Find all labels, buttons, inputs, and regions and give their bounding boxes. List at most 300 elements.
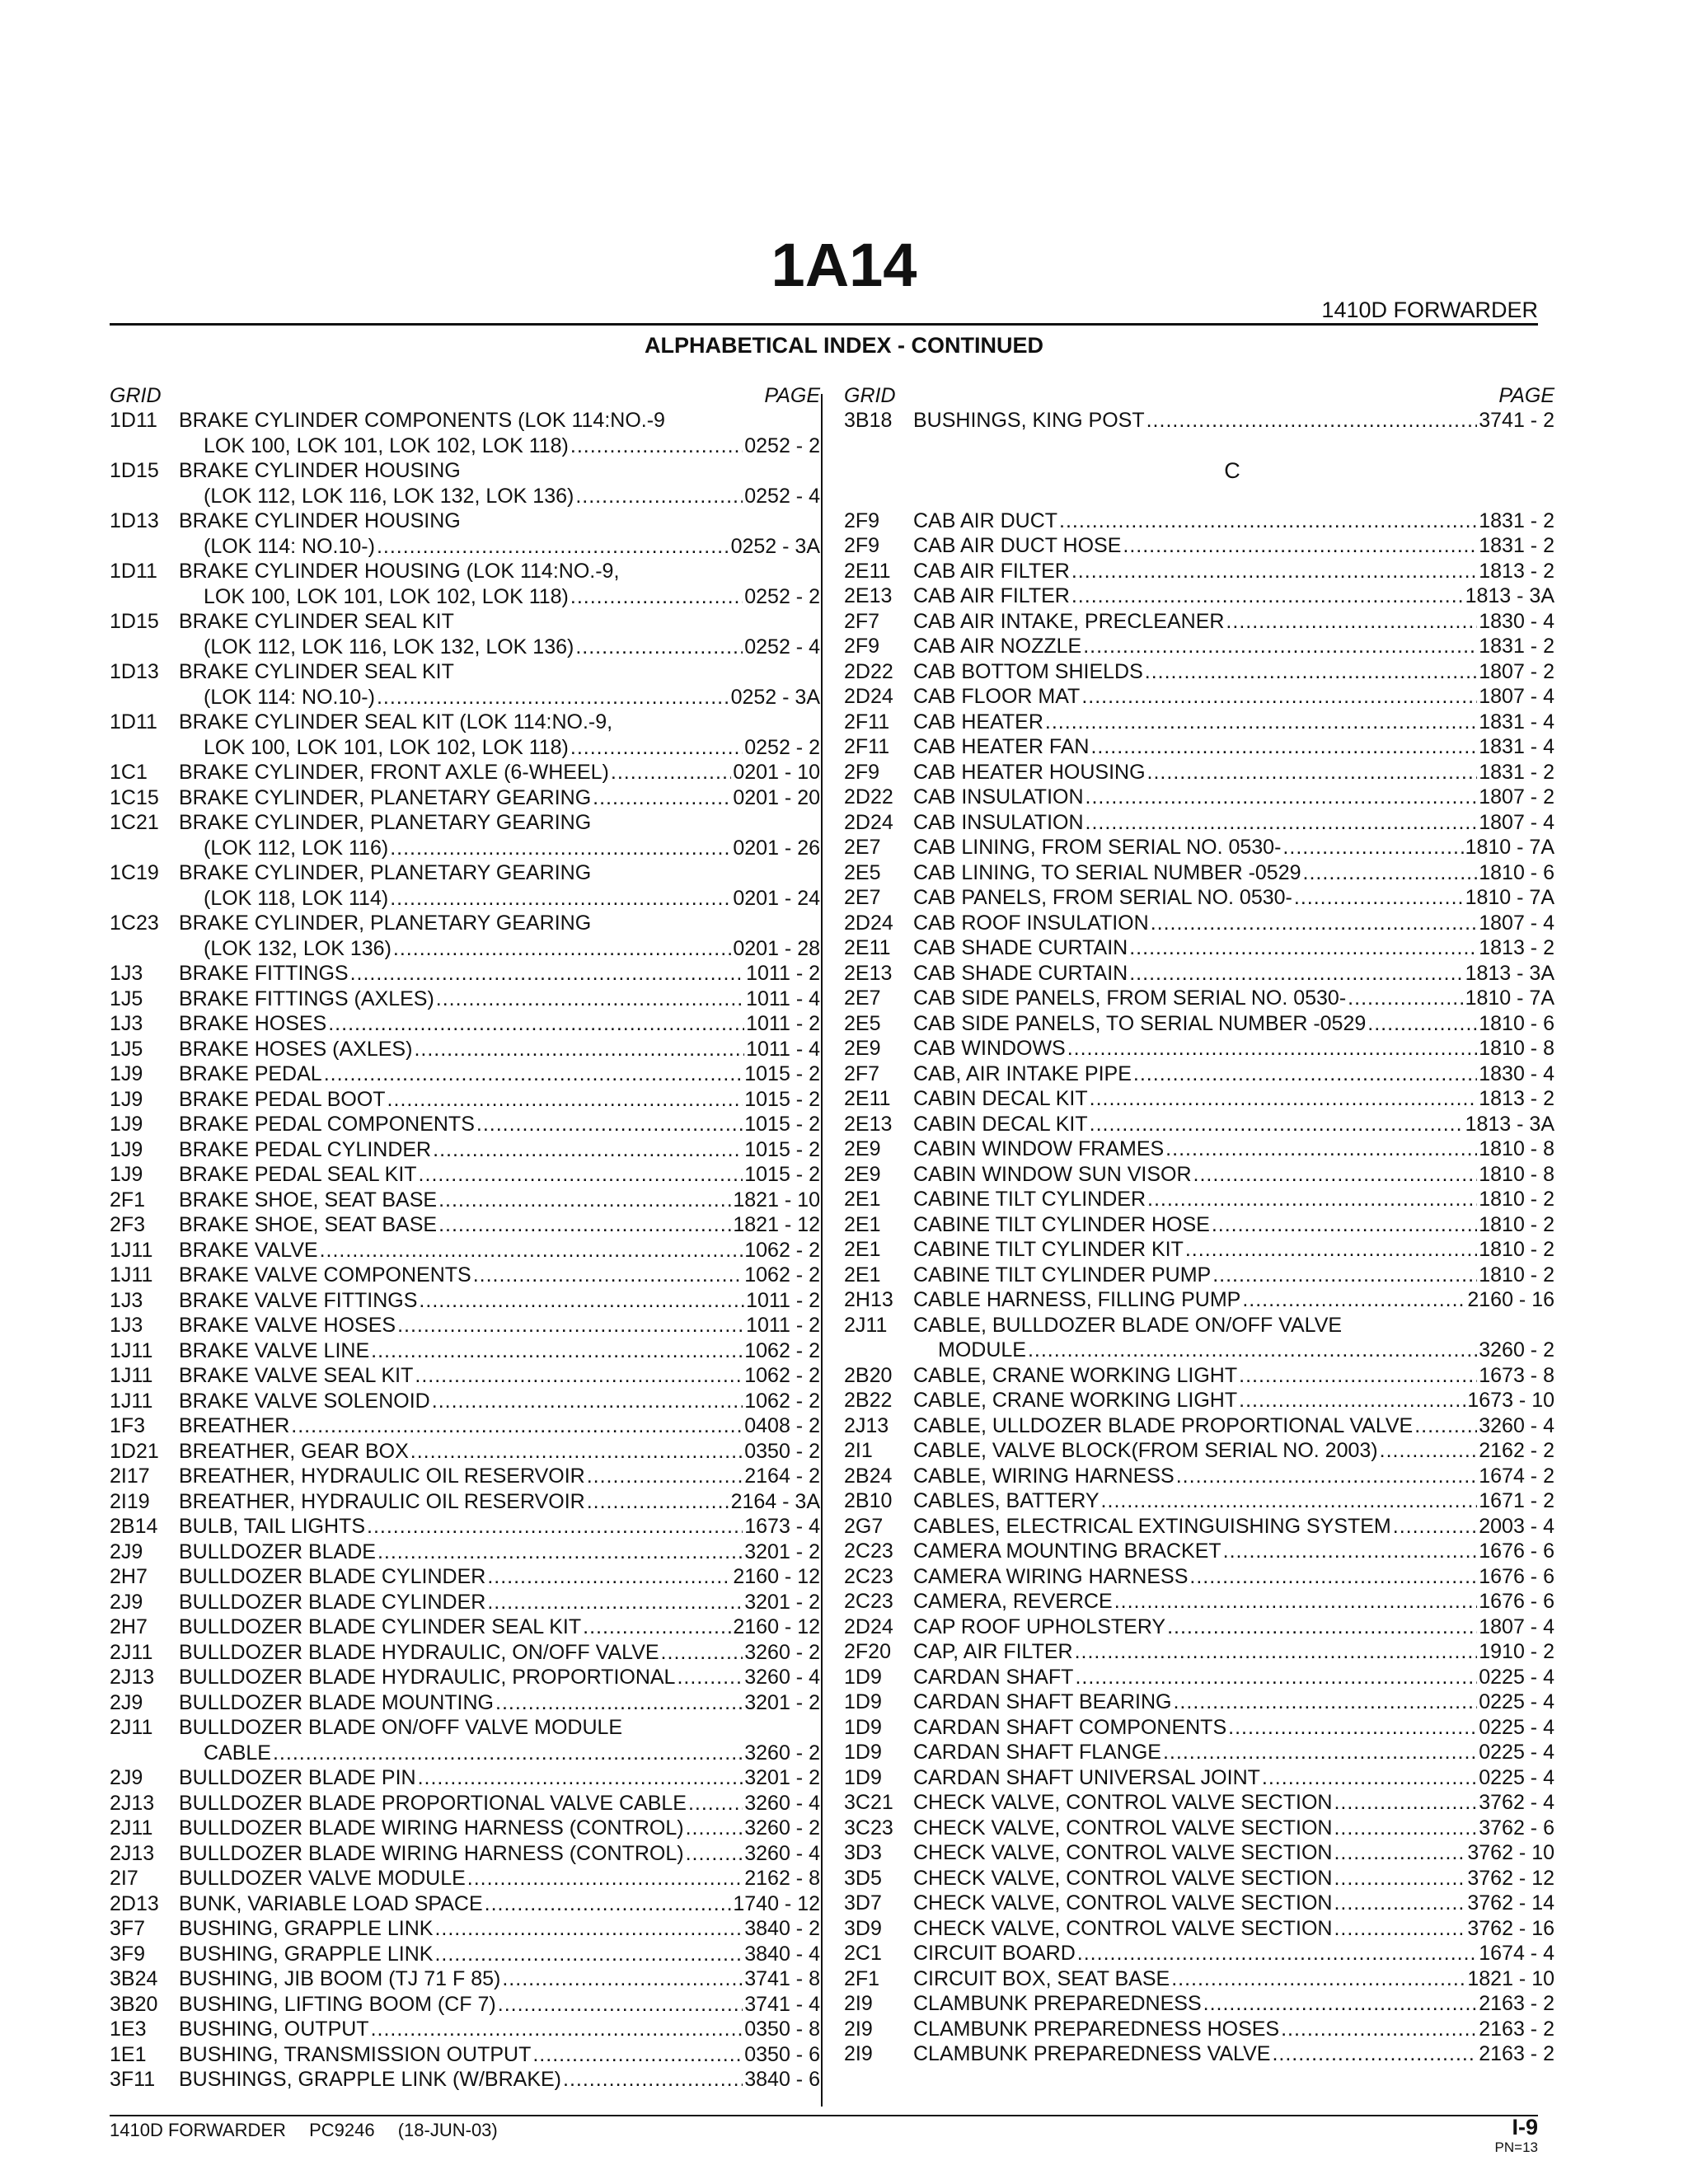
dot-leader (393, 936, 731, 962)
index-list-right-top (844, 408, 1554, 434)
entry-description: BULLDOZER BLADE MOUNTING (179, 1690, 495, 1714)
entry-description: CAB SIDE PANELS, TO SERIAL NUMBER -0529 (913, 1011, 1367, 1035)
entry-description-cell (179, 836, 820, 861)
entry-description: LOK 100, LOK 101, LOK 102, LOK 118) (204, 584, 569, 608)
page-label: PAGE (1498, 384, 1554, 407)
entry-page: 3260 - 2 (744, 1741, 820, 1765)
index-entry (110, 1263, 820, 1288)
entry-description: MODULE (938, 1338, 1026, 1361)
entry-description: CABLE, BULLDOZER BLADE ON/OFF VALVE (913, 1313, 1343, 1337)
dot-leader (686, 1841, 743, 1867)
entry-page: 0350 - 8 (744, 2018, 820, 2041)
dot-leader (476, 1112, 743, 1137)
entry-page: 1810 - 8 (1479, 1162, 1554, 1186)
entry-grid: 2J11 (110, 1716, 153, 1739)
entry-grid: 2B20 (844, 1363, 893, 1387)
entry-description: BRAKE CYLINDER HOUSING (179, 459, 461, 482)
dot-leader (1281, 2017, 1477, 2042)
entry-page: 3840 - 6 (744, 2068, 820, 2091)
entry-description-cell (179, 1791, 820, 1816)
index-entry (110, 509, 820, 534)
entry-description-cell (913, 1941, 1554, 1966)
entry-description-cell (179, 936, 820, 962)
entry-page: 3260 - 2 (1479, 1338, 1554, 1361)
entry-description-cell (179, 1841, 820, 1867)
entry-description-cell (179, 1087, 820, 1113)
entry-page: 1807 - 4 (1479, 685, 1554, 708)
entry-description: CAB PANELS, FROM SERIAL NO. 0530- (913, 886, 1292, 909)
dot-leader (410, 1439, 743, 1465)
entry-description-cell (913, 509, 1554, 534)
entry-grid: 3D5 (844, 1866, 882, 1890)
entry-description: BULLDOZER BLADE HYDRAULIC, ON/OFF VALVE (179, 1640, 659, 1664)
entry-grid: 2F1 (844, 1966, 880, 1990)
index-entry (844, 961, 1554, 987)
dot-leader (1380, 1438, 1478, 1464)
entry-description: CAB BOTTOM SHIELDS (913, 659, 1143, 683)
entry-description-cell (913, 1464, 1554, 1489)
entry-description-cell (179, 1112, 820, 1137)
dot-leader (1226, 609, 1477, 635)
entry-description-cell (913, 935, 1554, 961)
entry-description: BRAKE VALVE FITTINGS (179, 1288, 418, 1312)
entry-grid (110, 584, 179, 610)
entry-grid: 2E7 (844, 987, 881, 1010)
index-entry (844, 1589, 1554, 1615)
dot-leader (570, 434, 743, 459)
entry-grid: 1J11 (110, 1389, 153, 1413)
entry-description: CIRCUIT BOX, SEAT BASE (913, 1966, 1170, 1990)
dot-leader (1171, 1966, 1465, 1992)
index-entry (110, 1841, 820, 1867)
entry-description: BREATHER (179, 1414, 290, 1437)
dot-leader (371, 1338, 743, 1364)
entry-description-cell (913, 1564, 1554, 1590)
index-entry (110, 484, 820, 509)
entry-description: CAB FLOOR MAT (913, 685, 1081, 708)
entry-page: 2164 - 2 (744, 1465, 820, 1488)
index-entry (110, 961, 820, 987)
entry-description: BUNK, VARIABLE LOAD SPACE (179, 1891, 483, 1915)
index-list-right (844, 509, 1554, 2067)
index-entry (110, 1413, 820, 1439)
entry-grid: 1J9 (110, 1137, 143, 1161)
entry-grid: 1J9 (110, 1113, 143, 1136)
entry-grid: 1J9 (110, 1087, 143, 1111)
entry-page: 1011 - 4 (746, 987, 820, 1010)
index-entry (110, 1891, 820, 1917)
entry-page: 3201 - 2 (744, 1540, 820, 1563)
entry-page: 1062 - 2 (744, 1364, 820, 1387)
index-entry (110, 1464, 820, 1489)
entry-description-cell (913, 684, 1554, 710)
entry-grid: 1J11 (110, 1263, 153, 1286)
entry-grid: 3B20 (110, 1992, 158, 2016)
entry-page: 1740 - 12 (733, 1891, 820, 1915)
index-entry (844, 1263, 1554, 1288)
entry-page: 3201 - 2 (744, 1766, 820, 1789)
index-entry (844, 1840, 1554, 1866)
footer-right (1495, 2115, 1538, 2156)
entry-description-cell (179, 1037, 820, 1062)
dot-leader (1129, 961, 1463, 987)
dot-leader (1367, 1011, 1477, 1037)
entry-description-cell (179, 1992, 820, 2018)
entry-description-cell (913, 835, 1554, 860)
entry-description-cell (913, 1187, 1554, 1212)
entry-grid: 2H7 (110, 1615, 148, 1638)
entry-grid: 2F3 (110, 1213, 146, 1236)
dot-leader (1272, 2041, 1477, 2067)
entry-grid: 2F9 (844, 509, 880, 532)
index-entry (110, 1389, 820, 1414)
dot-leader (575, 635, 743, 660)
entry-page: 1830 - 4 (1479, 609, 1554, 633)
index-entry (844, 1891, 1554, 1916)
dot-leader (1414, 1413, 1477, 1439)
entry-description-cell (913, 1212, 1554, 1238)
index-entry (844, 1564, 1554, 1590)
dot-leader (387, 1087, 743, 1113)
dot-leader (686, 1816, 743, 1841)
index-entry (844, 1036, 1554, 1062)
entry-description: BRAKE VALVE HOSES (179, 1314, 396, 1337)
dot-leader (320, 1238, 743, 1263)
index-entry (844, 885, 1554, 911)
entry-description: BRAKE SHOE, SEAT BASE (179, 1213, 438, 1236)
dot-leader (487, 1564, 731, 1590)
index-entry (844, 1790, 1554, 1816)
entry-grid: 2J11 (110, 1816, 153, 1840)
dot-leader (1090, 1112, 1464, 1137)
entry-description: BRAKE CYLINDER SEAL KIT (LOK 114:NO.-9, (179, 710, 613, 733)
entry-grid: 2F11 (844, 710, 890, 733)
index-entry (110, 1741, 820, 1766)
dot-leader (1071, 559, 1477, 584)
footer-left (110, 2119, 516, 2142)
dot-leader (415, 1363, 743, 1389)
entry-description-cell (179, 735, 820, 761)
entry-grid: 1J11 (110, 1238, 153, 1262)
dot-leader (1334, 1916, 1465, 1942)
entry-description-cell (913, 760, 1554, 785)
entry-description-cell (179, 1439, 820, 1465)
entry-description-cell (179, 1715, 820, 1741)
dot-leader (291, 1413, 743, 1439)
entry-description-cell (179, 1514, 820, 1540)
entry-description: CAB INSULATION (913, 785, 1084, 808)
page-title: ALPHABETICAL INDEX - CONTINUED (644, 333, 1043, 358)
entry-page: 0252 - 3A (730, 534, 820, 558)
entry-description: CARDAN SHAFT (913, 1665, 1074, 1689)
entry-page: 1062 - 2 (744, 1389, 820, 1413)
entry-description-cell (913, 911, 1554, 936)
entry-description-cell (913, 1137, 1554, 1162)
dot-leader (419, 1288, 744, 1314)
entry-page: 1673 - 8 (1479, 1363, 1554, 1387)
dot-leader (1334, 1790, 1477, 1816)
entry-description: BRAKE VALVE SOLENOID (179, 1389, 430, 1413)
index-entry (110, 559, 820, 584)
entry-grid: 2E9 (844, 1162, 881, 1186)
column-header (844, 383, 1554, 408)
entry-grid: 1J3 (110, 1288, 143, 1312)
entry-grid: 2E1 (844, 1263, 881, 1286)
entry-grid: 2H13 (844, 1288, 893, 1311)
dot-leader (498, 1992, 743, 2018)
index-entry (844, 1338, 1554, 1363)
entry-description: BRAKE CYLINDER COMPONENTS (LOK 114:NO.-9 (179, 409, 665, 432)
entry-description-cell (913, 1740, 1554, 1765)
footer-rule (110, 2115, 1538, 2116)
entry-page: 3741 - 8 (744, 1967, 820, 1990)
entry-page: 1011 - 2 (746, 1314, 820, 1337)
entry-description: BRAKE VALVE SEAL KIT (179, 1364, 414, 1387)
dot-leader (434, 1942, 743, 1967)
entry-description-cell (913, 710, 1554, 735)
column-header (110, 383, 820, 408)
index-entry (110, 434, 820, 459)
index-entry (844, 1237, 1554, 1263)
entry-description: CAP, AIR FILTER (913, 1640, 1073, 1663)
entry-description: BULLDOZER BLADE (179, 1540, 376, 1563)
entry-grid: 1E3 (110, 2018, 147, 2041)
index-entry (844, 1488, 1554, 1514)
dot-leader (273, 1741, 743, 1766)
entry-grid: 2F20 (844, 1640, 891, 1663)
index-entry (110, 860, 820, 886)
entry-description: BULLDOZER BLADE HYDRAULIC, PROPORTIONAL (179, 1666, 676, 1689)
index-entry (844, 684, 1554, 710)
entry-description-cell (179, 609, 820, 635)
entry-grid: 1J11 (110, 1364, 153, 1387)
entry-page: 1062 - 2 (744, 1263, 820, 1286)
entry-page: 1676 - 6 (1479, 1590, 1554, 1613)
entry-description: CABINE TILT CYLINDER KIT (913, 1238, 1184, 1261)
index-entry (110, 1992, 820, 2018)
entry-description: BRAKE VALVE LINE (179, 1338, 370, 1362)
footer-pc: PC9246 (309, 2120, 375, 2140)
entry-page: 1813 - 3A (1465, 584, 1554, 607)
entry-description-cell (913, 785, 1554, 810)
entry-description: BULLDOZER BLADE WIRING HARNESS (CONTROL) (179, 1841, 684, 1865)
entry-grid: 2D13 (110, 1891, 159, 1915)
entry-page: 1831 - 4 (1479, 710, 1554, 733)
index-entry (844, 1464, 1554, 1489)
entry-description-cell (179, 1765, 820, 1791)
entry-grid: 1J9 (110, 1163, 143, 1186)
entry-description-cell (913, 1112, 1554, 1137)
index-entry (844, 1438, 1554, 1464)
entry-description-cell (913, 986, 1554, 1011)
entry-description-cell (913, 885, 1554, 911)
entry-page: 1673 - 10 (1467, 1389, 1554, 1412)
entry-description-cell (179, 760, 820, 785)
entry-grid: 3C21 (844, 1791, 893, 1814)
entry-grid (110, 1741, 179, 1766)
entry-grid: 2J9 (110, 1690, 143, 1714)
entry-description: BREATHER, HYDRAULIC OIL RESERVOIR (179, 1489, 585, 1513)
dot-leader (1334, 1891, 1465, 1916)
entry-description-cell (179, 1389, 820, 1414)
entry-description: CARDAN SHAFT COMPONENTS (913, 1715, 1227, 1739)
entry-description: CHECK VALVE, CONTROL VALVE SECTION (913, 1816, 1333, 1840)
index-entry (110, 1665, 820, 1690)
index-entry (110, 1238, 820, 1263)
entry-description-cell (179, 1916, 820, 1942)
entry-grid: 2F9 (844, 534, 880, 557)
entry-description-cell (913, 533, 1554, 559)
entry-page: 1910 - 2 (1479, 1640, 1554, 1663)
entry-description-cell (179, 584, 820, 610)
index-entry (110, 1062, 820, 1087)
index-entry (110, 735, 820, 761)
index-entry (844, 1086, 1554, 1112)
entry-grid: 2B22 (844, 1389, 893, 1412)
dot-leader (593, 785, 731, 811)
entry-grid (110, 434, 179, 459)
dot-leader (1212, 1263, 1477, 1288)
index-entry (844, 835, 1554, 860)
entry-grid (110, 484, 179, 509)
entry-description: (LOK 112, LOK 116) (204, 836, 389, 860)
entry-page: 1011 - 4 (746, 1037, 820, 1061)
entry-page: 3260 - 2 (744, 1816, 820, 1840)
dot-leader (377, 685, 729, 710)
entry-grid: 1D11 (110, 710, 157, 733)
entry-description-cell (913, 1790, 1554, 1816)
entry-page: 2164 - 3A (730, 1489, 820, 1513)
entry-grid: 2J13 (110, 1841, 155, 1865)
index-entry (844, 1816, 1554, 1841)
index-entry (844, 1011, 1554, 1037)
entry-description: BRAKE CYLINDER HOUSING (LOK 114:NO.-9, (179, 560, 620, 583)
entry-description-cell (179, 685, 820, 710)
dot-leader (1085, 810, 1478, 836)
entry-page: 1674 - 4 (1479, 1942, 1554, 1965)
dot-leader (1085, 785, 1478, 810)
entry-grid: 1D15 (110, 459, 159, 482)
entry-description-cell (913, 2017, 1554, 2042)
entry-description: CARDAN SHAFT FLANGE (913, 1741, 1161, 1764)
dot-leader (1077, 1941, 1477, 1966)
entry-page: 1813 - 3A (1465, 961, 1554, 985)
entry-description: (LOK 114: NO.10-) (204, 534, 375, 558)
entry-grid: 1D11 (110, 560, 157, 583)
dot-leader (587, 1489, 729, 1515)
entry-page: 1813 - 2 (1479, 936, 1554, 959)
entry-description: BRAKE PEDAL COMPONENTS (179, 1113, 475, 1136)
entry-grid: 2G7 (844, 1514, 884, 1538)
entry-description-cell (179, 1212, 820, 1238)
entry-description-cell (179, 635, 820, 660)
entry-page: 1821 - 10 (733, 1188, 820, 1212)
entry-page: 1810 - 7A (1465, 836, 1554, 859)
entry-grid: 1C21 (110, 811, 159, 834)
index-entry (844, 509, 1554, 534)
entry-description-cell (913, 1966, 1554, 1992)
entry-description-cell (913, 860, 1554, 886)
index-entry (844, 785, 1554, 810)
entry-description: BRAKE SHOE, SEAT BASE (179, 1188, 438, 1212)
index-entry (844, 659, 1554, 685)
dot-leader (1045, 710, 1477, 735)
entry-page: 0201 - 24 (733, 886, 820, 910)
entry-page: 3762 - 10 (1467, 1841, 1554, 1864)
dot-leader (390, 836, 731, 861)
entry-description: CAB, AIR INTAKE PIPE (913, 1062, 1132, 1085)
dot-leader (570, 584, 743, 610)
entry-grid: 2I1 (844, 1439, 873, 1462)
index-entry (110, 1162, 820, 1188)
entry-page: 0252 - 2 (744, 735, 820, 759)
entry-page: 1807 - 4 (1479, 911, 1554, 935)
entry-description: LOK 100, LOK 101, LOK 102, LOK 118) (204, 434, 569, 457)
entry-grid: 2F1 (110, 1188, 146, 1212)
entry-grid: 3F7 (110, 1917, 146, 1940)
entry-description-cell (179, 484, 820, 509)
index-entry (110, 458, 820, 484)
entry-page: 2162 - 2 (1479, 1439, 1554, 1462)
index-entry (110, 1439, 820, 1465)
entry-grid: 2E1 (844, 1188, 881, 1211)
index-entry (844, 2041, 1554, 2067)
entry-grid: 3F9 (110, 1942, 146, 1966)
index-entry (110, 659, 820, 685)
entry-description: CARDAN SHAFT UNIVERSAL JOINT (913, 1765, 1260, 1789)
index-entry (844, 935, 1554, 961)
dot-leader (532, 2042, 743, 2068)
dot-leader (1212, 1212, 1477, 1238)
entry-page: 0201 - 28 (733, 936, 820, 960)
entry-description-cell (913, 1639, 1554, 1665)
entry-description: BUSHING, OUTPUT (179, 2018, 369, 2041)
dot-leader (1081, 684, 1477, 710)
entry-description-cell (179, 1338, 820, 1364)
column-divider (821, 394, 823, 2107)
entry-grid: 2E9 (844, 1137, 881, 1160)
entry-description: CABINE TILT CYLINDER (913, 1188, 1146, 1211)
dot-leader (1101, 1488, 1478, 1514)
index-entry (110, 1640, 820, 1666)
index-entry (110, 1212, 820, 1238)
entry-description-cell (179, 1363, 820, 1389)
dot-leader (1163, 1740, 1477, 1765)
entry-grid: 2J9 (110, 1540, 143, 1563)
entry-grid: 2E1 (844, 1212, 881, 1236)
entry-description: CHECK VALVE, CONTROL VALVE SECTION (913, 1916, 1333, 1940)
entry-description-cell (179, 886, 820, 912)
entry-description: CAB AIR DUCT HOSE (913, 534, 1122, 557)
index-entry (110, 408, 820, 434)
entry-description-cell (913, 2041, 1554, 2067)
entry-grid (110, 685, 179, 710)
entry-grid: 2F7 (844, 1062, 880, 1085)
entry-description: BRAKE CYLINDER HOUSING (179, 509, 461, 532)
dot-leader (1067, 1036, 1478, 1062)
index-entry (844, 1690, 1554, 1715)
dot-leader (1145, 659, 1477, 685)
dot-leader (324, 1062, 743, 1087)
entry-description: CAP ROOF UPHOLSTERY (913, 1615, 1166, 1638)
entry-page: 3762 - 14 (1467, 1891, 1554, 1915)
dot-leader (433, 1137, 743, 1163)
index-entry (844, 1715, 1554, 1741)
index-entry (110, 1690, 820, 1716)
entry-grid: 3B18 (844, 409, 893, 432)
dot-leader (432, 1389, 743, 1414)
entry-page: 0201 - 26 (733, 836, 820, 860)
